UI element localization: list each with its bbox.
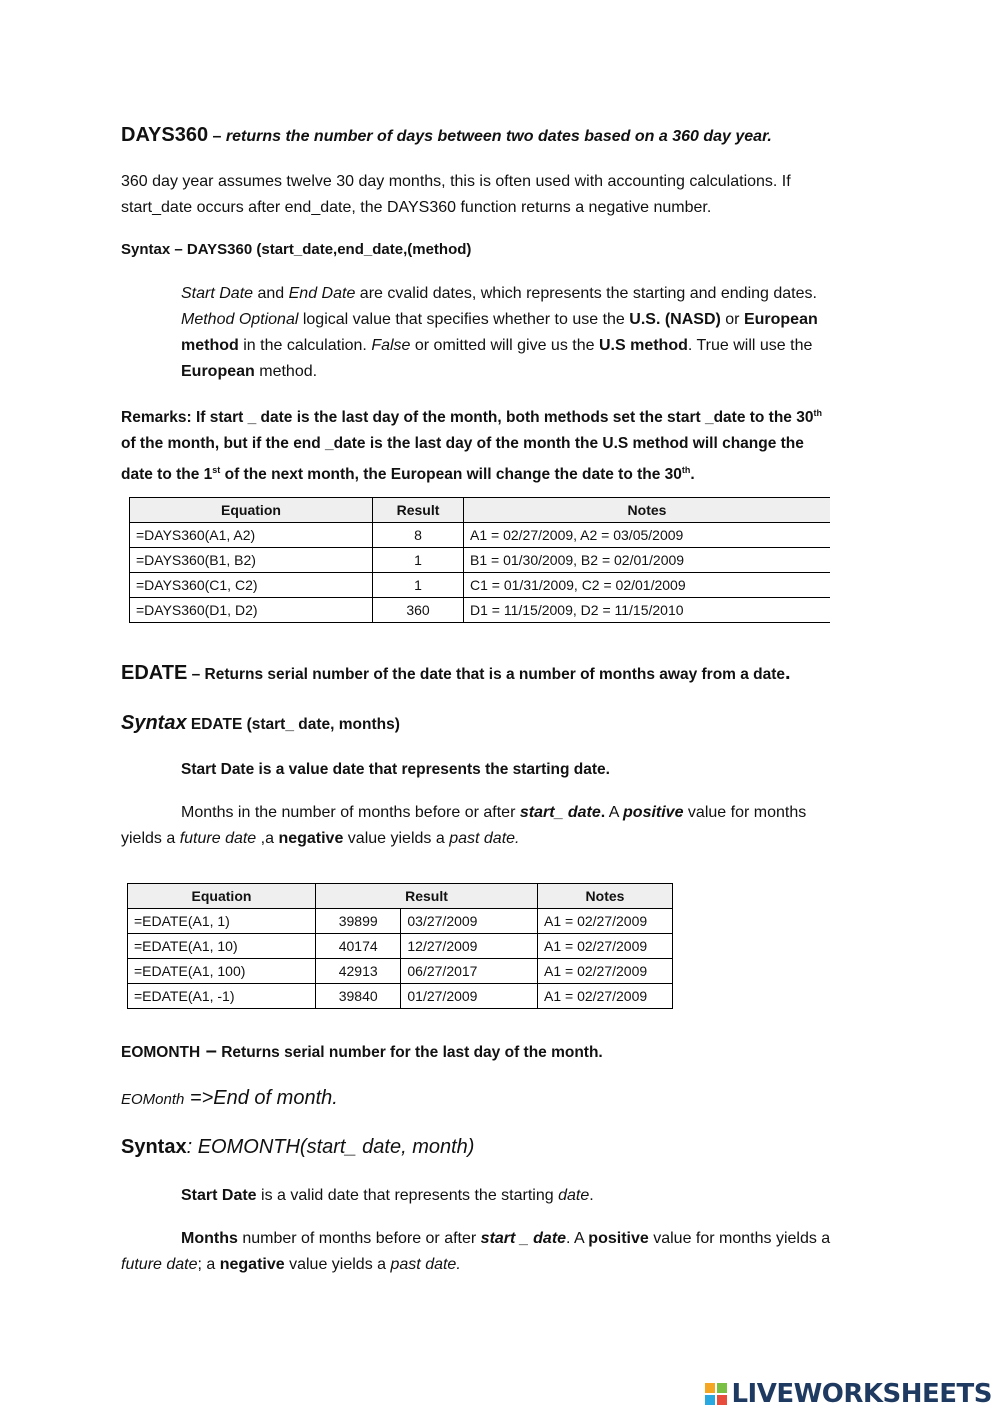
t: EOMonth: [121, 1091, 185, 1108]
eomonth-start-date: [181, 1183, 594, 1209]
param-line: [181, 359, 818, 385]
t: –: [200, 1040, 217, 1062]
t: are cvalid dates, which represents the starting and ending dates.: [355, 285, 817, 302]
cell: =DAYS360(D1, D2): [130, 598, 373, 623]
t: value for months yields a: [648, 1230, 831, 1247]
t: is a valid date that represents the starting: [256, 1187, 559, 1204]
t: Remarks: If start _ date is the last day of the month, both methods set the start _date to the 30: [121, 409, 814, 427]
t: future date: [121, 1256, 198, 1273]
t: date: [558, 1187, 590, 1204]
cell: 39840: [316, 984, 401, 1009]
col-equation: Equation: [128, 884, 316, 909]
cell: 1: [373, 573, 464, 598]
t: of the next month, the European will change the date to the 30: [220, 466, 682, 484]
t: European: [743, 311, 818, 328]
cell: 01/27/2009: [401, 984, 538, 1009]
cell: D1 = 11/15/2009, D2 = 11/15/2010: [464, 598, 831, 623]
col-equation: Equation: [130, 498, 373, 523]
table-row: [128, 909, 673, 934]
t: st: [212, 465, 221, 476]
cell: =EDATE(A1, 100): [128, 959, 316, 984]
table-row: [130, 523, 831, 548]
t: positive: [623, 804, 684, 821]
desc-line: 360 day year assumes twelve 30 day months, this is often used with accounting calculations. If: [121, 173, 791, 190]
col-notes: Notes: [538, 884, 673, 909]
cell: 1: [373, 548, 464, 573]
cell: =DAYS360(B1, B2): [130, 548, 373, 573]
edate-table: [127, 883, 673, 1009]
t: Start Date: [181, 285, 254, 302]
t: value for months: [683, 804, 807, 821]
cell: A1 = 02/27/2009: [538, 934, 673, 959]
t: . A: [566, 1230, 589, 1247]
t: Start Date: [181, 1187, 257, 1204]
t: Months in the number of months before or after: [181, 804, 520, 821]
t: yields a: [121, 830, 180, 847]
t: =>End of month.: [184, 1087, 338, 1109]
t: End Date: [288, 285, 356, 302]
eomonth-subtitle: Returns serial number for the last day of the month.: [216, 1044, 603, 1061]
t: or omitted will give us the: [410, 337, 599, 354]
liveworksheets-logo: [705, 1379, 992, 1409]
t: date to the 1: [121, 466, 213, 484]
logo-text: LIVEWORKSHEETS: [731, 1379, 992, 1409]
table-row: [128, 959, 673, 984]
col-notes: Notes: [464, 498, 831, 523]
t: and: [253, 285, 289, 302]
eomonth-syntax: [121, 1136, 474, 1159]
cell: 03/27/2009: [401, 909, 538, 934]
t: or: [720, 311, 744, 328]
cell: 42913: [316, 959, 401, 984]
cell: A1 = 02/27/2009, A2 = 03/05/2009: [464, 523, 831, 548]
cell: =EDATE(A1, 10): [128, 934, 316, 959]
t: start _ date: [480, 1230, 567, 1247]
param-line: [181, 333, 818, 359]
logo-square: [717, 1395, 727, 1405]
edate-heading: [121, 662, 791, 685]
t: .: [600, 804, 606, 821]
cell: =EDATE(A1, -1): [128, 984, 316, 1009]
t: European: [181, 363, 255, 380]
t: False: [371, 337, 411, 354]
edate-start-date: Start Date is a value date that represents the starting date.: [181, 761, 610, 778]
t: ,a: [256, 830, 279, 847]
param-line: [181, 281, 818, 307]
t: method.: [254, 363, 318, 380]
remark-line: [121, 400, 822, 431]
t: ; a: [197, 1256, 220, 1273]
logo-square: [705, 1395, 715, 1405]
remark-line: of the month, but if the end _date is the last day of the month the U.S method will change the: [121, 435, 804, 453]
table-header-row: [128, 884, 673, 909]
cell: =EDATE(A1, 1): [128, 909, 316, 934]
heading-dash: –: [208, 128, 226, 145]
t: . True will use the: [687, 337, 813, 354]
cell: =DAYS360(A1, A2): [130, 523, 373, 548]
t: .: [589, 1187, 594, 1204]
table-row: [130, 598, 831, 623]
t: start_ date: [519, 804, 601, 821]
t: : EOMONTH(start_ date, month): [186, 1136, 475, 1158]
cell: B1 = 01/30/2009, B2 = 02/01/2009: [464, 548, 831, 573]
days360-remarks: [121, 400, 822, 488]
eomonth-months: [121, 1226, 830, 1278]
days360-description: [121, 169, 791, 221]
desc-line: start_date occurs after end_date, the DAYS360 function returns a negative number.: [121, 199, 712, 216]
table-row: [128, 934, 673, 959]
cell: =DAYS360(C1, C2): [130, 573, 373, 598]
logo-mark-icon: [705, 1383, 727, 1405]
edate-title: EDATE: [121, 662, 188, 684]
days360-syntax: Syntax – DAYS360 (start_date,end_date,(method): [121, 241, 472, 258]
cell: 360: [373, 598, 464, 623]
days360-table: [129, 497, 830, 623]
days360-title: DAYS360: [121, 124, 209, 146]
t: past date.: [390, 1256, 461, 1273]
days360-heading: [121, 124, 772, 147]
t: th: [681, 465, 691, 476]
t: .: [785, 662, 791, 684]
t: method: [181, 337, 239, 354]
col-result: Result: [316, 884, 538, 909]
t: future date: [179, 830, 257, 847]
t: .: [690, 466, 695, 484]
t: th: [813, 408, 822, 418]
cell: A1 = 02/27/2009: [538, 909, 673, 934]
eomonth-heading: [121, 1040, 603, 1063]
t: negative: [278, 830, 344, 847]
t: Months: [181, 1230, 238, 1247]
months-line: [121, 1252, 830, 1278]
eomonth-abbreviation: [121, 1087, 338, 1110]
days360-subtitle: returns the number of days between two dates based on a 360 day year.: [225, 128, 772, 145]
t: Syntax: [121, 712, 187, 734]
t: number of months before or after: [237, 1230, 481, 1247]
edate-months: [121, 800, 806, 852]
logo-square: [717, 1383, 727, 1393]
edate-subtitle: – Returns serial number of the date that is a number of months away from a date: [187, 666, 786, 683]
cell: 39899: [316, 909, 401, 934]
cell: A1 = 02/27/2009: [538, 959, 673, 984]
t: logical value that specifies whether to use the: [298, 311, 630, 328]
t: value yields a: [284, 1256, 391, 1273]
remark-line: [121, 457, 822, 488]
table-header-row: [130, 498, 831, 523]
eomonth-title: EOMONTH: [121, 1044, 201, 1061]
months-line: [121, 1226, 830, 1252]
table-row: [130, 573, 831, 598]
logo-square: [705, 1383, 715, 1393]
t: Syntax: [121, 1136, 187, 1158]
edate-syntax: [121, 712, 400, 735]
cell: 40174: [316, 934, 401, 959]
months-line: [121, 800, 806, 826]
months-line: [121, 826, 806, 852]
t: negative: [219, 1256, 285, 1273]
days360-params: [181, 281, 818, 385]
t: value yields a: [343, 830, 450, 847]
cell: C1 = 01/31/2009, C2 = 02/01/2009: [464, 573, 831, 598]
t: A: [605, 804, 624, 821]
cell: A1 = 02/27/2009: [538, 984, 673, 1009]
t: in the calculation.: [238, 337, 372, 354]
t: U.S. (NASD): [629, 311, 721, 328]
cell: 12/27/2009: [401, 934, 538, 959]
table-row: [130, 548, 831, 573]
t: positive: [588, 1230, 649, 1247]
col-result: Result: [373, 498, 464, 523]
table-row: [128, 984, 673, 1009]
cell: 06/27/2017: [401, 959, 538, 984]
t: past date.: [449, 830, 520, 847]
t: EDATE (start_ date, months): [186, 716, 400, 733]
param-line: [181, 307, 818, 333]
cell: 8: [373, 523, 464, 548]
t: Method Optional: [181, 311, 299, 328]
t: U.S method: [598, 337, 688, 354]
